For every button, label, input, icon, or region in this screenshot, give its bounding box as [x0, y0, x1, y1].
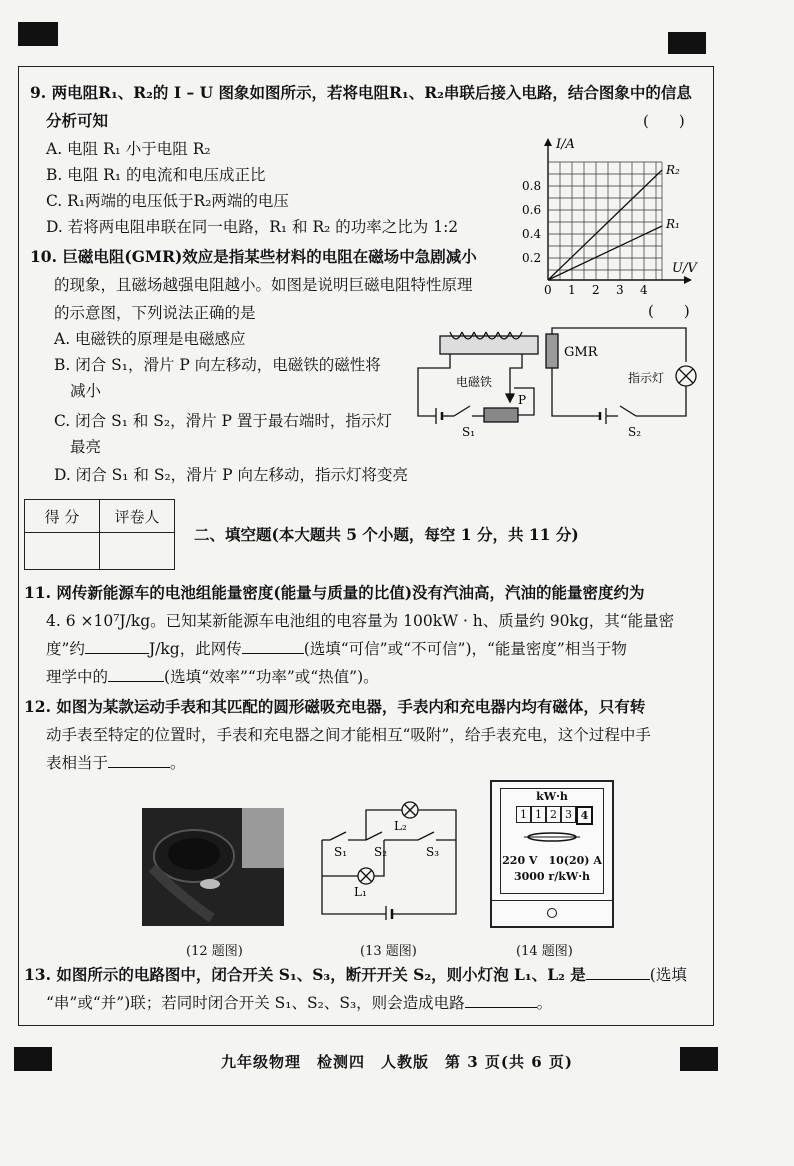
- q9-graph-y-arrow: [544, 138, 552, 146]
- q12-line2: 动手表至特定的位置时，手表和充电器之间才能相互“吸附”，给手表充电，这个过程中手: [46, 726, 651, 744]
- q10-option-b-line2: 减小: [70, 382, 102, 400]
- q10-option-d: D. 闭合 S₁ 和 S₂，滑片 P 向左移动，指示灯将变亮: [54, 466, 408, 484]
- q12-line3: [46, 752, 186, 774]
- q9-graph-ytick-0.8: 0.8: [522, 179, 542, 193]
- q11-blank-energy-density[interactable]: [85, 639, 149, 654]
- q13-blank-connection-type[interactable]: [586, 965, 650, 980]
- switch-s2-label: S₂: [628, 425, 642, 439]
- q9-graph-r2-label: R₂: [666, 163, 680, 177]
- q12-line3-part2: 。: [170, 754, 186, 772]
- q13-line1: [24, 964, 687, 986]
- q9-option-a: A. 电阻 R₁ 小于电阻 R₂: [46, 140, 211, 158]
- q14-meter-digit-3: 2: [546, 806, 561, 823]
- q13-label-s2: S₂: [374, 845, 388, 859]
- switch-s1-label: S₁: [462, 425, 476, 439]
- q14-meter-disc-icon: [522, 830, 582, 844]
- q9-graph-xtick-4: 4: [640, 283, 648, 297]
- q9-option-d: D. 若将两电阻串联在同一电路，R₁ 和 R₂ 的功率之比为 1:2: [46, 218, 459, 236]
- q13-line1-part1: 13. 如图所示的电路图中，闭合开关 S₁、S₃，断开开关 S₂，则小灯泡 L₁、L₂ 是: [24, 965, 586, 984]
- q11-blank-physics-quantity[interactable]: [108, 667, 164, 682]
- gmr-resistor: [546, 334, 558, 368]
- q10-stem-line2: 的现象，且磁场越强电阻越小。如图是说明巨磁电阻特性原理: [54, 276, 473, 294]
- q9-graph-x-arrow: [684, 276, 692, 284]
- q11-line4: [46, 666, 379, 688]
- q10-option-c-line2: 最亮: [70, 438, 102, 456]
- q14-meter-digit-2: 1: [531, 806, 546, 823]
- registration-mark-top-left: [18, 22, 58, 46]
- gmr-label: GMR: [564, 345, 598, 360]
- q11-line4-part2: (选填“效率”“功率”或“热值”)。: [164, 668, 379, 686]
- q13-label-l1: L₁: [354, 885, 367, 899]
- q9-graph-ytick-0.2: 0.2: [522, 251, 542, 265]
- grader-input-cell[interactable]: [100, 533, 175, 570]
- q11-line3: [46, 638, 627, 660]
- q12-blank-watch[interactable]: [108, 753, 170, 768]
- q9-iu-graph: [516, 132, 706, 302]
- q10-stem-line1: 10. 巨磁电阻(GMR)效应是指某些材料的电阻在磁场中急剧减小: [30, 247, 477, 266]
- q14-meter-digit-1: 1: [516, 806, 531, 823]
- section-2-heading: 二、填空题(本大题共 5 个小题，每空 1 分，共 11 分): [194, 525, 579, 544]
- q9-graph-line-r2: [548, 170, 662, 280]
- q13-line2: [46, 992, 552, 1014]
- q11-line2: 4. 6 ×10⁷J/kg。已知某新能源车电池组的电容量为 100kW · h、质量约 90kg，其“能量密: [46, 612, 675, 630]
- q14-meter-digits: [516, 806, 593, 825]
- q14-electric-meter: [490, 780, 614, 928]
- q9-graph-xtick-1: 1: [568, 283, 576, 297]
- electromagnet-label: 电磁铁: [456, 375, 493, 389]
- fig13-caption: (13 题图): [360, 944, 417, 959]
- q13-label-s1: S₁: [334, 845, 348, 859]
- q13-line1-part2: (选填: [649, 966, 687, 984]
- q14-meter-unit: kW·h: [536, 790, 568, 803]
- q9-stem-line2: 分析可知: [46, 111, 109, 130]
- fig12-caption: (12 题图): [186, 944, 243, 959]
- q9-option-c: C. R₁两端的电压低于R₂两端的电压: [46, 192, 289, 210]
- q14-meter-rev-constant: 3000 r/kW·h: [513, 870, 591, 883]
- q10-option-b-line1: B. 闭合 S₁，滑片 P 向左移动，电磁铁的磁性将: [54, 356, 381, 374]
- q10-option-c-line1: C. 闭合 S₁ 和 S₂，滑片 P 置于最右端时，指示灯: [54, 412, 392, 430]
- q13-switch-s1-blade: [330, 832, 346, 840]
- q9-graph-xtick-0: 0: [544, 283, 552, 297]
- sliding-rheostat: [484, 408, 518, 422]
- indicator-lamp-label: 指示灯: [628, 371, 665, 385]
- q11-line3-part1: 度”约: [46, 640, 85, 658]
- slider-p-label: P: [518, 393, 527, 407]
- q12-line3-part1: 表相当于: [46, 754, 109, 772]
- q9-graph-ylabel: I/A: [556, 137, 575, 152]
- q14-meter-rating: 220 V 10(20) A: [502, 854, 602, 867]
- q10-stem-line3: 的示意图，下列说法正确的是: [54, 304, 256, 322]
- q13-blank-circuit-fault[interactable]: [465, 993, 537, 1008]
- q9-answer-paren: ( ): [643, 112, 685, 130]
- q11-line1: 11. 网传新能源车的电池组能量密度(能量与质量的比值)没有汽油高，汽油的能量密度约为: [24, 583, 645, 602]
- q9-graph-xtick-2: 2: [592, 283, 600, 297]
- switch-s1-blade: [454, 406, 470, 416]
- q13-switch-s2-blade: [366, 832, 382, 840]
- q13-switch-s3-blade: [418, 832, 434, 840]
- q11-blank-credibility[interactable]: [242, 639, 304, 654]
- grader-label: 评卷人: [100, 500, 175, 533]
- q14-meter-digit-decimal: 4: [576, 806, 593, 825]
- score-label: 得 分: [25, 500, 100, 533]
- q10-option-a: A. 电磁铁的原理是电磁感应: [54, 330, 246, 348]
- q9-graph-ytick-0.6: 0.6: [522, 203, 542, 217]
- q13-label-l2: L₂: [394, 819, 407, 833]
- registration-mark-top-right: [668, 32, 706, 54]
- q14-meter-digit-4: 3: [561, 806, 576, 823]
- q13-label-s3: S₃: [426, 845, 440, 859]
- q11-line3-part3: (选填“可信”或“不可信”)，“能量密度”相当于物: [303, 640, 627, 658]
- q9-graph-xtick-3: 3: [616, 283, 624, 297]
- page-footer: 九年级物理 检测四 人教版 第 3 页(共 6 页): [221, 1053, 573, 1071]
- q14-meter-terminal-screw-icon: [547, 908, 557, 918]
- q13-line2-part2: 。: [536, 994, 553, 1012]
- score-table: [24, 499, 175, 570]
- q9-graph-ytick-0.4: 0.4: [522, 227, 542, 241]
- fig14-caption: (14 题图): [516, 944, 573, 959]
- q9-graph-r1-label: R₁: [666, 217, 680, 231]
- q12-line1: 12. 如图为某款运动手表和其匹配的圆形磁吸充电器，手表内和充电器内均有磁体，只有转: [24, 697, 646, 716]
- q9-stem-line1: 9. 两电阻R₁、R₂的 I – U 图象如图所示，若将电阻R₁、R₂串联后接入电路，结合图象中的信息: [30, 83, 692, 102]
- q9-graph-xlabel: U/V: [672, 261, 697, 276]
- q11-line4-part1: 理学中的: [46, 668, 109, 686]
- q13-circuit-diagram: [318, 796, 460, 920]
- q13-line2-part1: “串”或“并”)联；若同时闭合开关 S₁、S₂、S₃，则会造成电路: [46, 994, 465, 1012]
- q9-option-b: B. 电阻 R₁ 的电流和电压成正比: [46, 166, 266, 184]
- q11-line3-part2: J/kg，此网传: [148, 640, 242, 658]
- score-input-cell[interactable]: [25, 533, 100, 570]
- q10-gmr-circuit-diagram: [410, 324, 706, 442]
- q10-answer-paren: ( ): [648, 302, 690, 320]
- switch-s2-blade: [620, 406, 636, 416]
- q12-watch-charger-photo: [142, 808, 284, 926]
